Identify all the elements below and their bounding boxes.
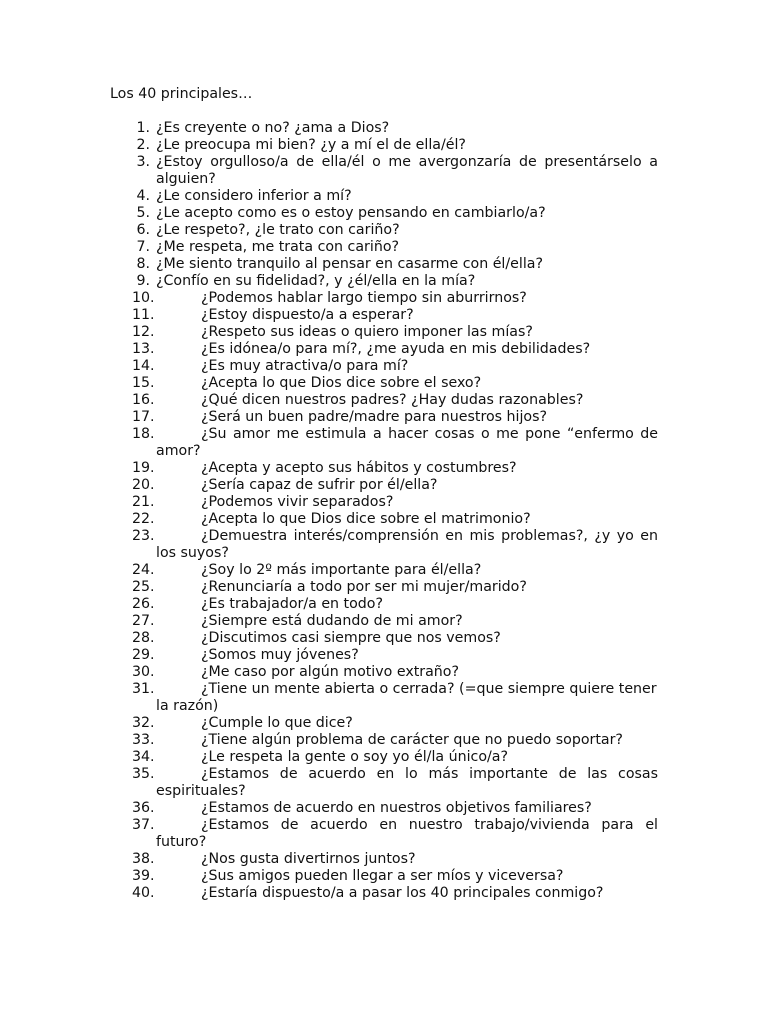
item-text: ¿Confío en su fidelidad?, y ¿él/ella en la mía? — [156, 273, 476, 289]
item-number: 16. — [132, 392, 155, 408]
item-number: 29. — [132, 647, 155, 663]
item-text: ¿Nos gusta divertirnos juntos? — [201, 851, 416, 867]
list-item — [0, 766, 768, 800]
item-text: ¿Siempre está dudando de mi amor? — [201, 613, 463, 629]
list-item — [0, 392, 768, 409]
item-number: 24. — [132, 562, 155, 578]
item-text: ¿Qué dicen nuestros padres? ¿Hay dudas razonables? — [201, 392, 584, 408]
item-text: ¿Estaría dispuesto/a a pasar los 40 principales conmigo? — [201, 885, 604, 901]
item-text: ¿Le respeta la gente o soy yo él/la único/a? — [201, 749, 508, 765]
list-item — [0, 137, 768, 154]
item-text: ¿Demuestra interés/comprensión en mis problemas?, ¿y yo en los suyos? — [156, 528, 658, 561]
list-item — [0, 239, 768, 256]
list-item — [0, 732, 768, 749]
list-item — [0, 358, 768, 375]
item-number: 23. — [132, 528, 155, 544]
item-number: 12. — [132, 324, 155, 340]
item-number: 11. — [132, 307, 155, 323]
item-number: 34. — [132, 749, 155, 765]
item-number: 4. — [136, 188, 150, 204]
item-number: 19. — [132, 460, 155, 476]
list-item — [0, 715, 768, 732]
list-item — [0, 749, 768, 766]
list-item — [0, 851, 768, 868]
item-text: ¿Tiene algún problema de carácter que no puedo soportar? — [201, 732, 623, 748]
item-text: ¿Podemos vivir separados? — [201, 494, 394, 510]
item-text: ¿Acepta lo que Dios dice sobre el matrimonio? — [201, 511, 531, 527]
list-item — [0, 273, 768, 290]
item-number: 3. — [136, 154, 150, 170]
item-number: 37. — [132, 817, 155, 833]
item-number: 1. — [136, 120, 150, 136]
item-text: ¿Me siento tranquilo al pensar en casarme con él/ella? — [156, 256, 543, 272]
item-text: ¿Soy lo 2º más importante para él/ella? — [201, 562, 482, 578]
item-number: 30. — [132, 664, 155, 680]
item-number: 14. — [132, 358, 155, 374]
item-text: ¿Cumple lo que dice? — [201, 715, 353, 731]
question-list — [0, 120, 768, 902]
item-text: ¿Tiene un mente abierta o cerrada? (=que siempre quiere tener la razón) — [156, 681, 657, 714]
item-number: 20. — [132, 477, 155, 493]
item-number: 7. — [136, 239, 150, 255]
list-item — [0, 256, 768, 273]
list-item — [0, 375, 768, 392]
list-item — [0, 613, 768, 630]
item-number: 38. — [132, 851, 155, 867]
list-item — [0, 511, 768, 528]
list-item — [0, 477, 768, 494]
item-number: 15. — [132, 375, 155, 391]
item-text: ¿Es trabajador/a en todo? — [201, 596, 384, 612]
list-item — [0, 800, 768, 817]
item-text: ¿Es idónea/o para mí?, ¿me ayuda en mis debilidades? — [201, 341, 591, 357]
item-text: ¿Es muy atractiva/o para mí? — [201, 358, 409, 374]
item-text: ¿Le respeto?, ¿le trato con cariño? — [156, 222, 400, 238]
item-number: 10. — [132, 290, 155, 306]
item-text: ¿Estamos de acuerdo en lo más importante de las cosas espirituales? — [156, 766, 658, 799]
list-item — [0, 120, 768, 137]
list-item — [0, 562, 768, 579]
item-text: ¿Estamos de acuerdo en nuestro trabajo/vivienda para el futuro? — [156, 817, 658, 850]
item-number: 36. — [132, 800, 155, 816]
item-text: ¿Discutimos casi siempre que nos vemos? — [201, 630, 501, 646]
item-text: ¿Estamos de acuerdo en nuestros objetivos familiares? — [201, 800, 592, 816]
document-title: Los 40 principales… — [110, 86, 253, 102]
item-text: ¿Será un buen padre/madre para nuestros hijos? — [201, 409, 548, 425]
item-number: 9. — [136, 273, 150, 289]
list-item — [0, 460, 768, 477]
item-number: 40. — [132, 885, 155, 901]
list-item — [0, 426, 768, 460]
item-number: 6. — [136, 222, 150, 238]
list-item — [0, 324, 768, 341]
item-number: 5. — [136, 205, 150, 221]
item-text: ¿Le considero inferior a mí? — [156, 188, 352, 204]
item-text: ¿Le acepto como es o estoy pensando en cambiarlo/a? — [156, 205, 546, 221]
list-item — [0, 188, 768, 205]
item-text: ¿Estoy orgulloso/a de ella/él o me avergonzaría de presentárselo a alguien? — [156, 154, 658, 187]
item-text: ¿Le preocupa mi bien? ¿y a mí el de ella/él? — [156, 137, 466, 153]
item-text: ¿Renunciaría a todo por ser mi mujer/marido? — [201, 579, 527, 595]
list-item — [0, 154, 768, 188]
item-text: ¿Acepta lo que Dios dice sobre el sexo? — [201, 375, 482, 391]
item-number: 25. — [132, 579, 155, 595]
item-text: ¿Sus amigos pueden llegar a ser míos y viceversa? — [201, 868, 564, 884]
item-text: ¿Estoy dispuesto/a a esperar? — [201, 307, 414, 323]
item-number: 31. — [132, 681, 155, 697]
list-item — [0, 409, 768, 426]
item-number: 8. — [136, 256, 150, 272]
item-number: 39. — [132, 868, 155, 884]
item-number: 21. — [132, 494, 155, 510]
item-text: ¿Me respeta, me trata con cariño? — [156, 239, 400, 255]
item-number: 33. — [132, 732, 155, 748]
list-item — [0, 579, 768, 596]
item-number: 22. — [132, 511, 155, 527]
list-item — [0, 647, 768, 664]
item-number: 26. — [132, 596, 155, 612]
item-number: 2. — [136, 137, 150, 153]
list-item — [0, 341, 768, 358]
list-item — [0, 205, 768, 222]
list-item — [0, 664, 768, 681]
item-number: 17. — [132, 409, 155, 425]
item-number: 32. — [132, 715, 155, 731]
item-number: 35. — [132, 766, 155, 782]
item-text: ¿Me caso por algún motivo extraño? — [201, 664, 460, 680]
list-item — [0, 528, 768, 562]
item-text: ¿Respeto sus ideas o quiero imponer las mías? — [201, 324, 533, 340]
item-number: 27. — [132, 613, 155, 629]
list-item — [0, 307, 768, 324]
list-item — [0, 222, 768, 239]
item-text: ¿Sería capaz de sufrir por él/ella? — [201, 477, 438, 493]
item-text: ¿Podemos hablar largo tiempo sin aburrirnos? — [201, 290, 527, 306]
item-number: 18. — [132, 426, 155, 442]
list-item — [0, 681, 768, 715]
list-item — [0, 885, 768, 902]
item-text: ¿Su amor me estimula a hacer cosas o me pone “enfermo de amor? — [156, 426, 658, 459]
list-item — [0, 290, 768, 307]
item-text: ¿Es creyente o no? ¿ama a Dios? — [156, 120, 390, 136]
item-text: ¿Acepta y acepto sus hábitos y costumbres? — [201, 460, 517, 476]
list-item — [0, 817, 768, 851]
item-number: 13. — [132, 341, 155, 357]
list-item — [0, 630, 768, 647]
list-item — [0, 494, 768, 511]
list-item — [0, 868, 768, 885]
item-number: 28. — [132, 630, 155, 646]
item-text: ¿Somos muy jóvenes? — [201, 647, 359, 663]
list-item — [0, 596, 768, 613]
